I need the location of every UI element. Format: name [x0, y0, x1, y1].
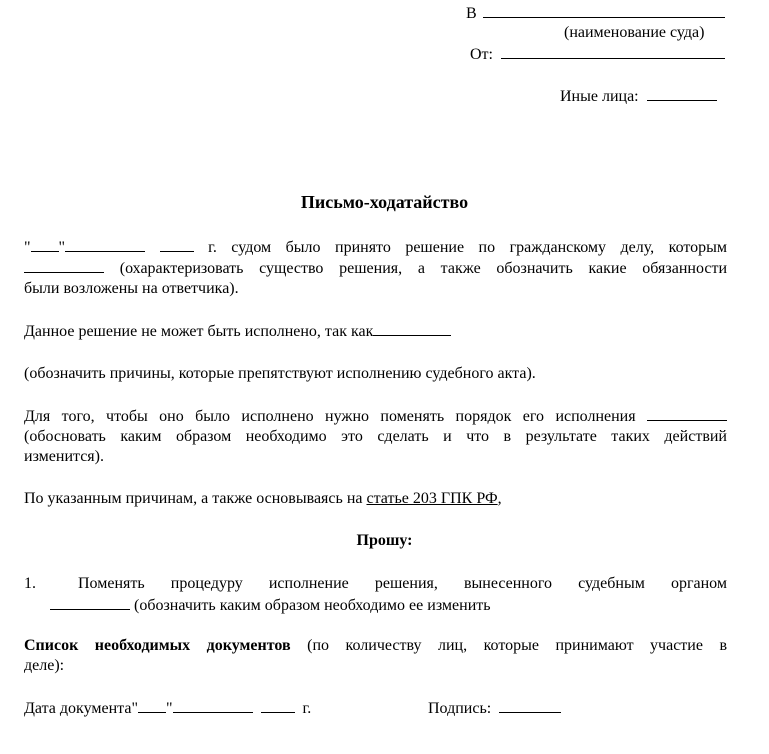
addressee-line: [466, 3, 725, 24]
change-method-blank[interactable]: [50, 595, 130, 610]
procedure-blank[interactable]: [647, 406, 727, 421]
month-blank[interactable]: [65, 237, 145, 252]
paragraph-change-order: Для того, чтобы оно было исполнено нужно поменять порядок его исполнения (обосновать каким образом необходимо это сделать и что в результате таких действий изменится).: [24, 408, 727, 465]
page-title: Письмо-ходатайство: [300, 192, 469, 212]
date-year-blank[interactable]: [261, 698, 295, 713]
request-item-number: 1.: [24, 575, 36, 592]
others-label: Иные лица:: [560, 88, 639, 105]
paragraph-decision-line1: " " г. судом было принято решение по гражданскому делу, которым: [24, 239, 728, 256]
law-link[interactable]: статье 203 ГПК РФ: [366, 490, 498, 507]
paragraph-decision-line3: были возложены на ответчика).: [24, 280, 239, 297]
others-blank[interactable]: [647, 86, 717, 101]
paragraph-decision: [24, 237, 727, 299]
paragraph-impossible: Данное решение не может быть исполнено, так как: [24, 321, 727, 342]
court-caption: (наименование суда): [564, 24, 705, 41]
from-prefix: От:: [470, 46, 493, 63]
paragraph-decision-line2: (охарактеризовать существо решения, а также обозначить какие обязанности: [24, 258, 727, 279]
decision-blank[interactable]: [24, 258, 104, 273]
year-blank[interactable]: [160, 237, 194, 252]
from-line: [470, 44, 725, 65]
paragraph-basis: По указанным причинам, а также основываясь на статье 203 ГПК РФ,: [24, 490, 502, 507]
date-line: Дата документа" " г.: [24, 700, 312, 717]
reason-blank[interactable]: [373, 321, 451, 336]
to-prefix: В: [466, 5, 477, 22]
signature-blank[interactable]: [499, 698, 561, 713]
signature-label: Подпись:: [428, 700, 492, 717]
court-name-blank[interactable]: [483, 3, 725, 18]
request-item-line1: Поменять процедуру исполнение решения, вынесенного судебным органом: [78, 575, 727, 592]
request-item-line2: (обозначить каким образом необходимо ее изменить: [50, 595, 491, 616]
date-day-blank[interactable]: [138, 698, 166, 713]
documents-paragraph: Список необходимых документов (по количеству лиц, которые принимают участие в деле):: [24, 637, 728, 674]
signature-line: [428, 698, 561, 719]
documents-label: Список необходимых документов: [24, 637, 291, 654]
date-label: Дата документа: [24, 700, 132, 717]
request-heading: Прошу:: [356, 532, 413, 549]
others-line: [560, 86, 717, 107]
decision-intro-text: г. судом было принято решение по гражданскому делу, которым: [208, 239, 728, 256]
paragraph-reasons: (обозначить причины, которые препятствуют исполнению судебного акта).: [24, 365, 536, 382]
day-blank[interactable]: [31, 237, 59, 252]
date-month-blank[interactable]: [173, 698, 253, 713]
sender-blank[interactable]: [501, 44, 725, 59]
